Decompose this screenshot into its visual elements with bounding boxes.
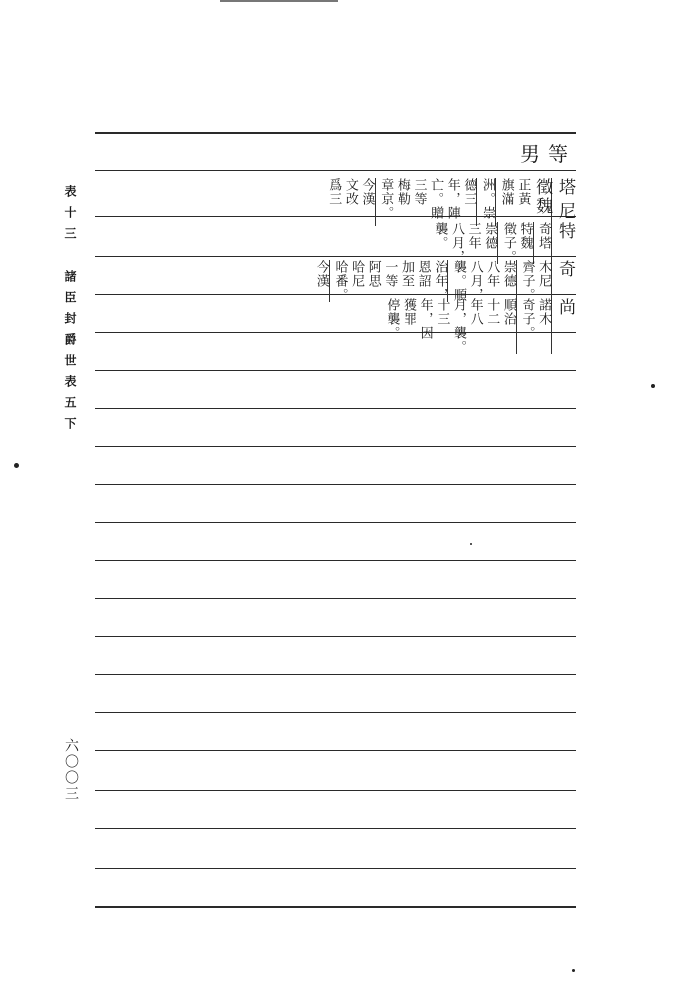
table-title: 諸臣封爵世表五下 xyxy=(63,270,77,438)
scan-speck xyxy=(572,969,575,972)
entry-text: 年，因 xyxy=(417,298,433,340)
person-wei-zheng: 徵魏 xyxy=(532,178,552,226)
entry-text: 文改 xyxy=(342,178,358,206)
entry-text: 加至 xyxy=(399,260,415,288)
entry-text: 獲罪 xyxy=(401,298,417,326)
entry-text: 特魏 xyxy=(518,222,534,264)
name-column: 特 xyxy=(555,222,575,241)
entry-text: 恩詔 xyxy=(415,260,431,288)
scan-edge-mark xyxy=(220,0,338,2)
entry-text: 洲。崇 xyxy=(480,178,496,226)
band-1 xyxy=(327,178,573,226)
name-ta-ni: 塔尼 xyxy=(555,178,575,226)
entry-text: 治年， xyxy=(432,260,448,302)
rule xyxy=(95,132,576,134)
entry-text: 奇子。 xyxy=(519,298,535,340)
rule xyxy=(95,790,576,791)
entry-text: 木尼 xyxy=(537,260,553,302)
entry-text: 一等 xyxy=(382,260,398,288)
entry-text: 奇塔 xyxy=(537,222,553,264)
entry-text: 停襲。 xyxy=(384,298,400,340)
entry-text: 哈番。 xyxy=(332,260,348,302)
rule xyxy=(95,636,576,637)
rule xyxy=(95,170,576,171)
band-2 xyxy=(433,222,573,264)
entry-text: 八月， xyxy=(467,260,483,302)
entry-text: 德三 xyxy=(462,178,478,226)
entry-text: 三等 xyxy=(411,178,427,206)
rule xyxy=(95,674,576,675)
entry-text: 爲三 xyxy=(326,178,342,206)
entry-text: 十三 xyxy=(434,298,450,326)
entry-text: 正黃 xyxy=(515,178,531,206)
entry-text: 諾木 xyxy=(537,298,553,354)
rule xyxy=(95,522,576,523)
entry-text: 崇德 xyxy=(483,222,499,264)
rule xyxy=(95,868,576,869)
scan-speck xyxy=(470,543,472,545)
entry-text: 徵子。 xyxy=(500,222,516,264)
rule xyxy=(95,598,576,599)
entry-text: 旗滿 xyxy=(498,178,514,206)
entry-text: 順治 xyxy=(501,298,517,354)
entry-text: 亡。贈 xyxy=(428,178,444,220)
rule xyxy=(95,750,576,751)
name-column: 奇 xyxy=(555,260,575,279)
entry-text: 年八 xyxy=(467,298,483,326)
rule xyxy=(95,712,576,713)
entry-text: 今漢 xyxy=(314,260,330,302)
entry-text: 今漢 xyxy=(360,178,376,226)
entry-text: 八年 xyxy=(484,260,500,288)
page-number: 六〇〇三 xyxy=(63,738,79,802)
entry-text: 哈尼 xyxy=(349,260,365,288)
entry-text: 齊子。 xyxy=(519,260,535,302)
entry-text: 梅勒 xyxy=(394,178,410,206)
rule xyxy=(95,560,576,561)
entry-text: 年，陣 xyxy=(444,178,460,220)
entry-text: 月，襲。 xyxy=(450,298,466,354)
entry-text: 十二 xyxy=(484,298,500,326)
scan-speck xyxy=(14,463,19,468)
entry-text: 章京。 xyxy=(378,178,394,220)
rule xyxy=(95,906,576,908)
entry-text: 襲。 xyxy=(432,222,448,250)
band-4 xyxy=(385,298,573,354)
rule xyxy=(95,408,576,409)
entry-text: 襲。順 xyxy=(450,260,466,302)
rank-header: 男等 xyxy=(520,142,576,166)
rule xyxy=(95,446,576,447)
band-3 xyxy=(314,260,573,302)
rule xyxy=(95,828,576,829)
entry-text: 三年 xyxy=(465,222,481,250)
name-column: 尚 xyxy=(555,298,575,317)
scan-speck xyxy=(651,384,655,388)
rule xyxy=(95,484,576,485)
entry-text: 崇德 xyxy=(501,260,517,302)
rule xyxy=(95,370,576,371)
entry-text: 阿思 xyxy=(365,260,381,288)
table-number: 表十三 xyxy=(63,185,77,248)
entry-text: 八月， xyxy=(448,222,464,264)
